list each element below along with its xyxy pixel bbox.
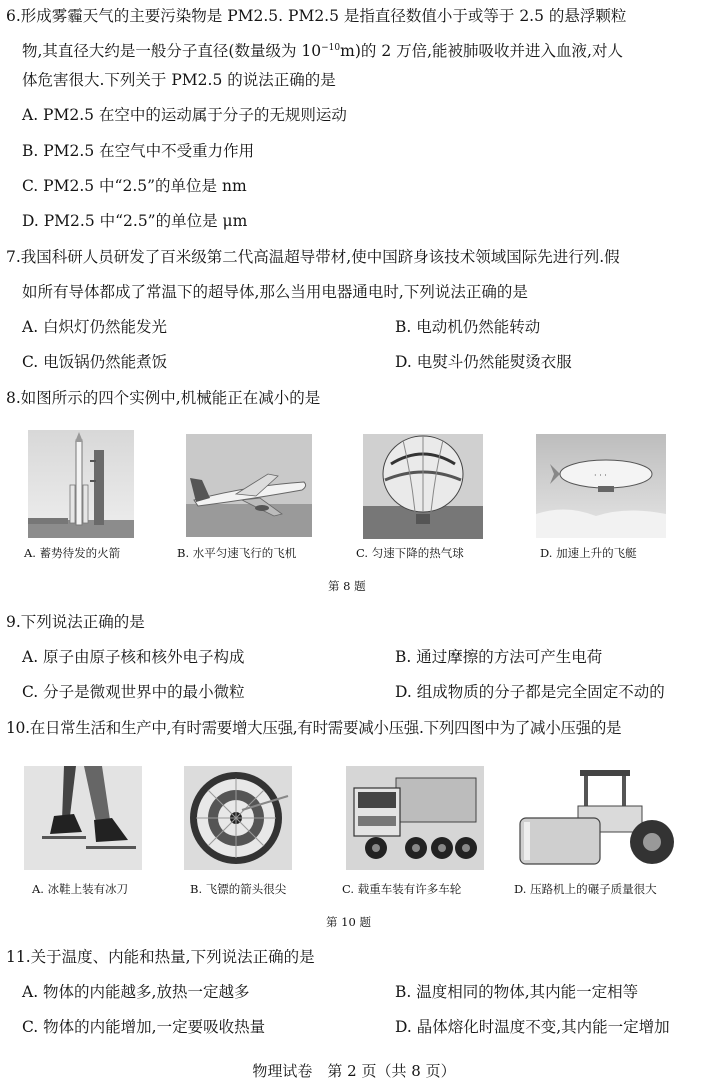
q11-option-d: D. 晶体熔化时温度不变,其内能一定增加 <box>395 1018 670 1036</box>
q7-option-c: C. 电饭锅仍然能煮饭 <box>22 353 168 371</box>
q6-option-a: A. PM2.5 在空中的运动属于分子的无规则运动 <box>22 106 347 124</box>
q9-option-b: B. 通过摩擦的方法可产生电荷 <box>395 648 603 666</box>
q8-caption-d: D. 加速上升的飞艇 <box>540 546 637 560</box>
dartboard-image <box>184 766 292 870</box>
q7-stem-line2: 如所有导体都成了常温下的超导体,那么当用电器通电时,下列说法正确的是 <box>22 283 528 301</box>
q11-option-b: B. 温度相同的物体,其内能一定相等 <box>395 983 639 1001</box>
q10-caption-c: C. 载重车装有许多车轮 <box>342 882 462 896</box>
q10-stem: 10.在日常生活和生产中,有时需要增大压强,有时需要减小压强.下列四图中为了减小压强的是 <box>6 719 622 737</box>
q11-option-c: C. 物体的内能增加,一定要吸收热量 <box>22 1018 266 1036</box>
ice-skate-image <box>24 766 142 870</box>
truck-image <box>346 766 484 870</box>
q6-option-d: D. PM2.5 中“2.5”的单位是 μm <box>22 212 248 230</box>
q6-option-c: C. PM2.5 中“2.5”的单位是 nm <box>22 177 247 195</box>
q9-option-d: D. 组成物质的分子都是完全固定不动的 <box>395 683 665 701</box>
q7-option-a: A. 白炽灯仍然能发光 <box>22 318 168 336</box>
q6-option-b: B. PM2.5 在空气中不受重力作用 <box>22 142 255 160</box>
airship-image <box>536 434 666 538</box>
svg-text:· · ·: · · · <box>594 471 607 480</box>
q7-stem-line1: 7.我国科研人员研发了百米级第二代高温超导带材,使中国跻身该技术领域国际先进行列.假 <box>6 248 620 266</box>
q10-caption-b: B. 飞镖的箭头很尖 <box>190 882 287 896</box>
hot-air-balloon-image <box>363 434 483 539</box>
q9-stem: 9.下列说法正确的是 <box>6 613 145 631</box>
q8-caption-c: C. 匀速下降的热气球 <box>356 546 464 560</box>
q10-figure-title: 第 10 题 <box>326 915 371 929</box>
q9-option-a: A. 原子由原子核和核外电子构成 <box>22 648 245 666</box>
q8-figure-title: 第 8 题 <box>328 579 366 593</box>
q10-caption-d: D. 压路机上的碾子质量很大 <box>514 882 657 896</box>
q11-stem: 11.关于温度、内能和热量,下列说法正确的是 <box>6 948 315 966</box>
q7-option-b: B. 电动机仍然能转动 <box>395 318 541 336</box>
q11-option-a: A. 物体的内能越多,放热一定越多 <box>22 983 250 1001</box>
page-footer: 物理试卷 第 2 页（共 8 页） <box>252 1062 456 1080</box>
q7-option-d: D. 电熨斗仍然能熨烫衣服 <box>395 353 572 371</box>
q8-caption-a: A. 蓄势待发的火箭 <box>24 546 121 560</box>
q6-stem-line1: 6.形成雾霾天气的主要污染物是 PM2.5. PM2.5 是指直径数值小于或等于 2.5 的悬浮颗粒 <box>6 7 627 25</box>
q9-option-c: C. 分子是微观世界中的最小微粒 <box>22 683 245 701</box>
q8-stem: 8.如图所示的四个实例中,机械能正在减小的是 <box>6 389 321 407</box>
rocket-image <box>28 430 134 538</box>
q6-stem-line3: 体危害很大.下列关于 PM2.5 的说法正确的是 <box>22 71 336 89</box>
airplane-image <box>186 434 312 537</box>
road-roller-image <box>518 766 678 872</box>
q6-stem-line2: 物,其直径大约是一般分子直径(数量级为 $10^{-10}m$)的 2 万倍,能被肺吸收并进入血液,对人 <box>22 42 623 61</box>
q10-caption-a: A. 冰鞋上装有冰刀 <box>32 882 129 896</box>
q8-caption-b: B. 水平匀速飞行的飞机 <box>177 546 297 560</box>
